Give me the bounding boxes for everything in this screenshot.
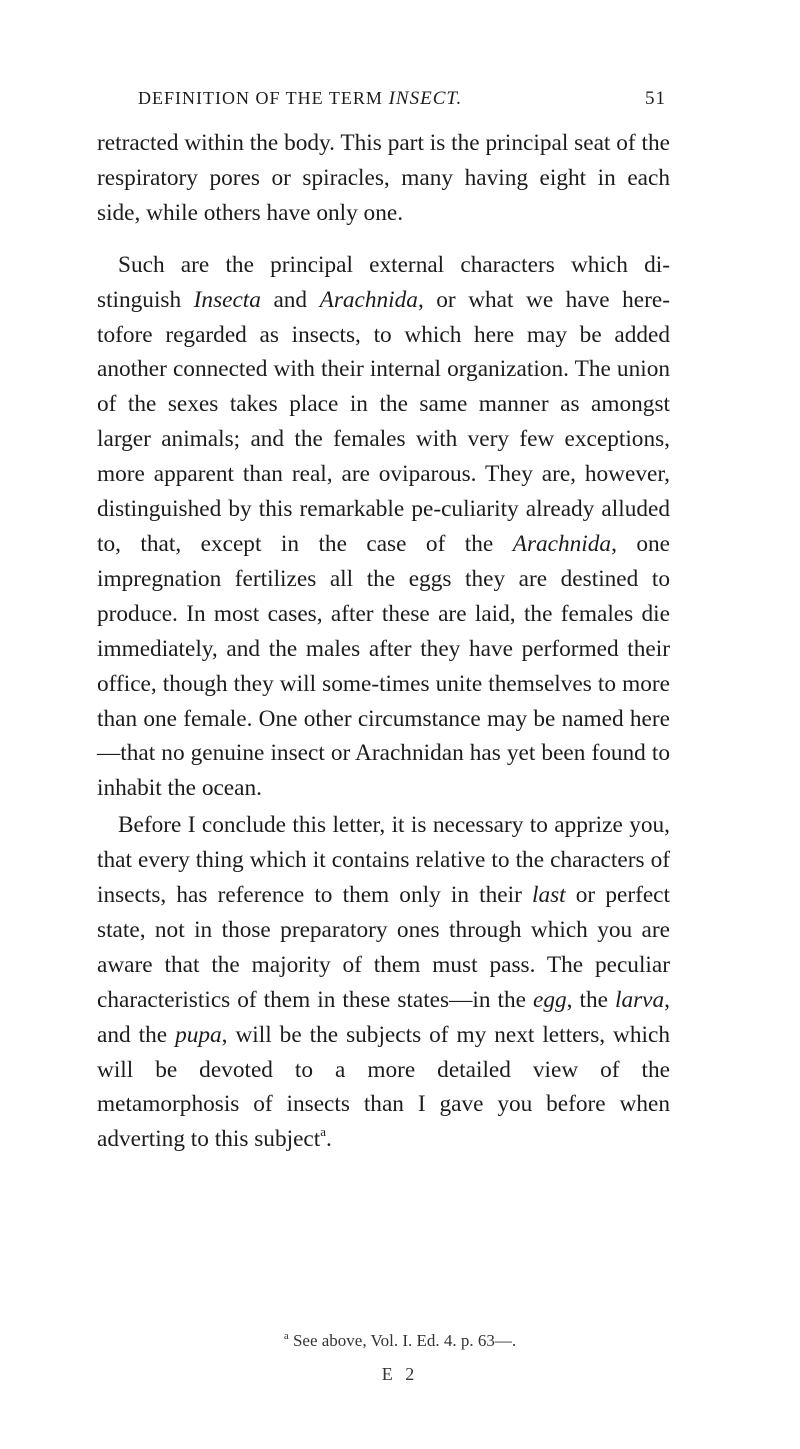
footnote-marker: a: [283, 1330, 289, 1342]
p2-seg-3: , or what we have here-tofore regarded as insects, to which here may be added another connected with their internal organization. The union of the sexes takes place in the same manner as amongst larger animals; and the females with very few exceptions, more apparent than real, are oviparous. They are, however, distinguished by this remarkable pe-culiarity already alluded to, that, except in the case of the: [97, 286, 670, 557]
term-arachnida: Arachnida: [319, 286, 418, 313]
footnote: [0, 1330, 800, 1351]
paragraph-1-text: retracted within the body. This part is the principal seat of the respiratory pores or spiracles, many having eight in each side, while others have only one.: [97, 130, 670, 226]
term-pupa: pupa: [175, 1021, 222, 1048]
body-text: [97, 126, 670, 1157]
p3-seg-2: or perfect state, not in those preparatory ones through which you are aware that the majority of them must pass. The peculiar characteristics of them in these states—in the: [97, 882, 670, 1013]
term-egg: egg: [533, 986, 567, 1013]
p3-seg-4: , and the: [97, 986, 670, 1048]
page-number: 51: [645, 88, 666, 109]
footnote-reference: a: [320, 1124, 327, 1140]
p3-seg-3: , the: [566, 986, 615, 1013]
paragraph-1: [97, 126, 670, 231]
term-last: last: [531, 882, 566, 909]
p2-seg-4: , one impregnation fertilizes all the eggs they are destined to produce. In most cases, after these are laid, the females die immediately, and the males after they have performed their office, though they will some-times unite themselves to more than one female. One other circumstance may be named here—that no genuine insect or Arachnidan has yet been found to inhabit the ocean.: [97, 530, 670, 802]
running-head-italic: INSECT.: [388, 88, 463, 109]
running-head-title: [138, 88, 462, 110]
p2-seg-1: Such are the principal external characters which di-stinguish: [97, 251, 670, 313]
footnote-text: See above, Vol. I. Ed. 4. p. 63—.: [292, 1331, 517, 1350]
term-arachnida-2: Arachnida: [512, 530, 612, 557]
paragraph-2: [97, 248, 670, 807]
paragraph-3: [97, 808, 670, 1157]
p3-seg-6: .: [326, 1126, 332, 1153]
p3-seg-5: , will be the subjects of my next letters, which will be devoted to a more detailed view of the metamorphosis of insects than I gave you before when adverting to this subject: [97, 1021, 670, 1153]
p2-seg-2: and: [260, 286, 320, 313]
running-head-prefix: DEFINITION OF THE TERM: [138, 88, 383, 108]
signature-mark: E 2: [381, 1364, 419, 1384]
term-larva: larva: [614, 986, 665, 1013]
p3-seg-1: Before I conclude this letter, it is necessary to apprize you, that every thing which it contains relative to the characters of insects, has reference to them only in their: [97, 812, 670, 909]
term-insecta: Insecta: [193, 286, 261, 313]
running-head: [138, 88, 666, 118]
